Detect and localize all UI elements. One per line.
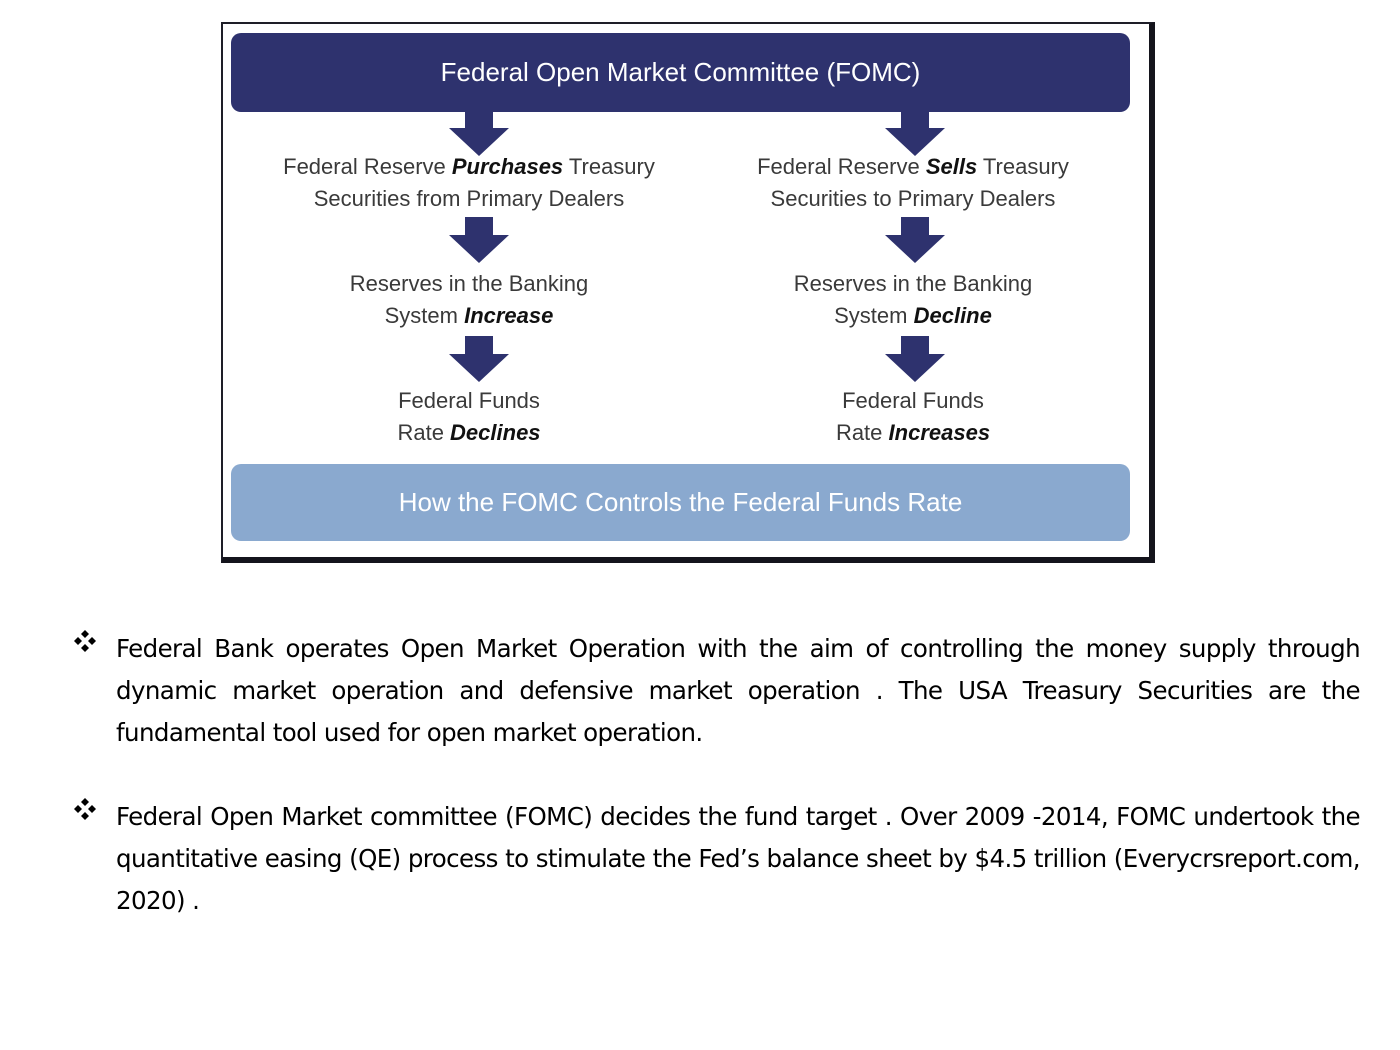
left-step-rate [397, 385, 540, 449]
step-emphasis: Sells [925, 154, 978, 179]
four-diamond-bullet-icon [74, 630, 96, 652]
step-text: Federal Reserve [757, 154, 926, 179]
step-emphasis: Decline [913, 303, 992, 328]
bullet-item [74, 628, 1360, 754]
step-text: Treasury [977, 154, 1069, 179]
down-arrow-icon [449, 110, 509, 156]
top-banner-label: Federal Open Market Committee (FOMC) [440, 57, 921, 87]
bullet-text: Federal Open Market committee (FOMC) decides the fund target . Over 2009 -2014, FOMC undertook the quantitative easing (QE) process to stimulate the Fed’s balance sheet by $4.5 trillion (Everycrsreport.com, 2020) . [116, 802, 1360, 915]
step-text: Securities from Primary Dealers [313, 186, 625, 211]
bottom-banner [231, 464, 1130, 541]
step-text: Securities to Primary Dealers [770, 186, 1056, 211]
step-text: Federal Funds [398, 388, 540, 413]
down-arrow-icon [885, 336, 945, 382]
left-step-reserves [350, 268, 588, 332]
down-arrow-icon [449, 217, 509, 263]
step-text: Rate [397, 420, 451, 445]
step-text: System [384, 303, 465, 328]
step-text: Federal Funds [842, 388, 984, 413]
four-diamond-bullet-icon [74, 798, 96, 820]
step-text: Rate [835, 420, 889, 445]
top-banner [231, 33, 1130, 112]
down-arrow-icon [885, 110, 945, 156]
down-arrow-icon [449, 336, 509, 382]
step-text: Reserves in the Banking [793, 271, 1033, 296]
bullet-list [74, 628, 1360, 964]
fomc-diagram [221, 22, 1155, 563]
bullet-item [74, 796, 1360, 922]
right-step-sells [757, 151, 1069, 215]
step-emphasis: Increase [464, 303, 554, 328]
bottom-banner-label: How the FOMC Controls the Federal Funds Rate [398, 487, 963, 517]
step-text: Federal Reserve [283, 154, 452, 179]
step-emphasis: Increases [888, 420, 991, 445]
left-step-purchase [283, 151, 655, 215]
step-text: Reserves in the Banking [349, 271, 589, 296]
bullet-text: Federal Bank operates Open Market Operation with the aim of controlling the money supply through dynamic market operation and defensive market operation . The USA Treasury Securities are the fundamental tool used for open market operation. [116, 634, 1360, 747]
step-emphasis: Purchases [451, 154, 564, 179]
step-emphasis: Declines [450, 420, 541, 445]
down-arrow-icon [885, 217, 945, 263]
step-text: System [834, 303, 914, 328]
right-step-rate [836, 385, 990, 449]
right-step-reserves [794, 268, 1032, 332]
step-text: Treasury [563, 154, 655, 179]
